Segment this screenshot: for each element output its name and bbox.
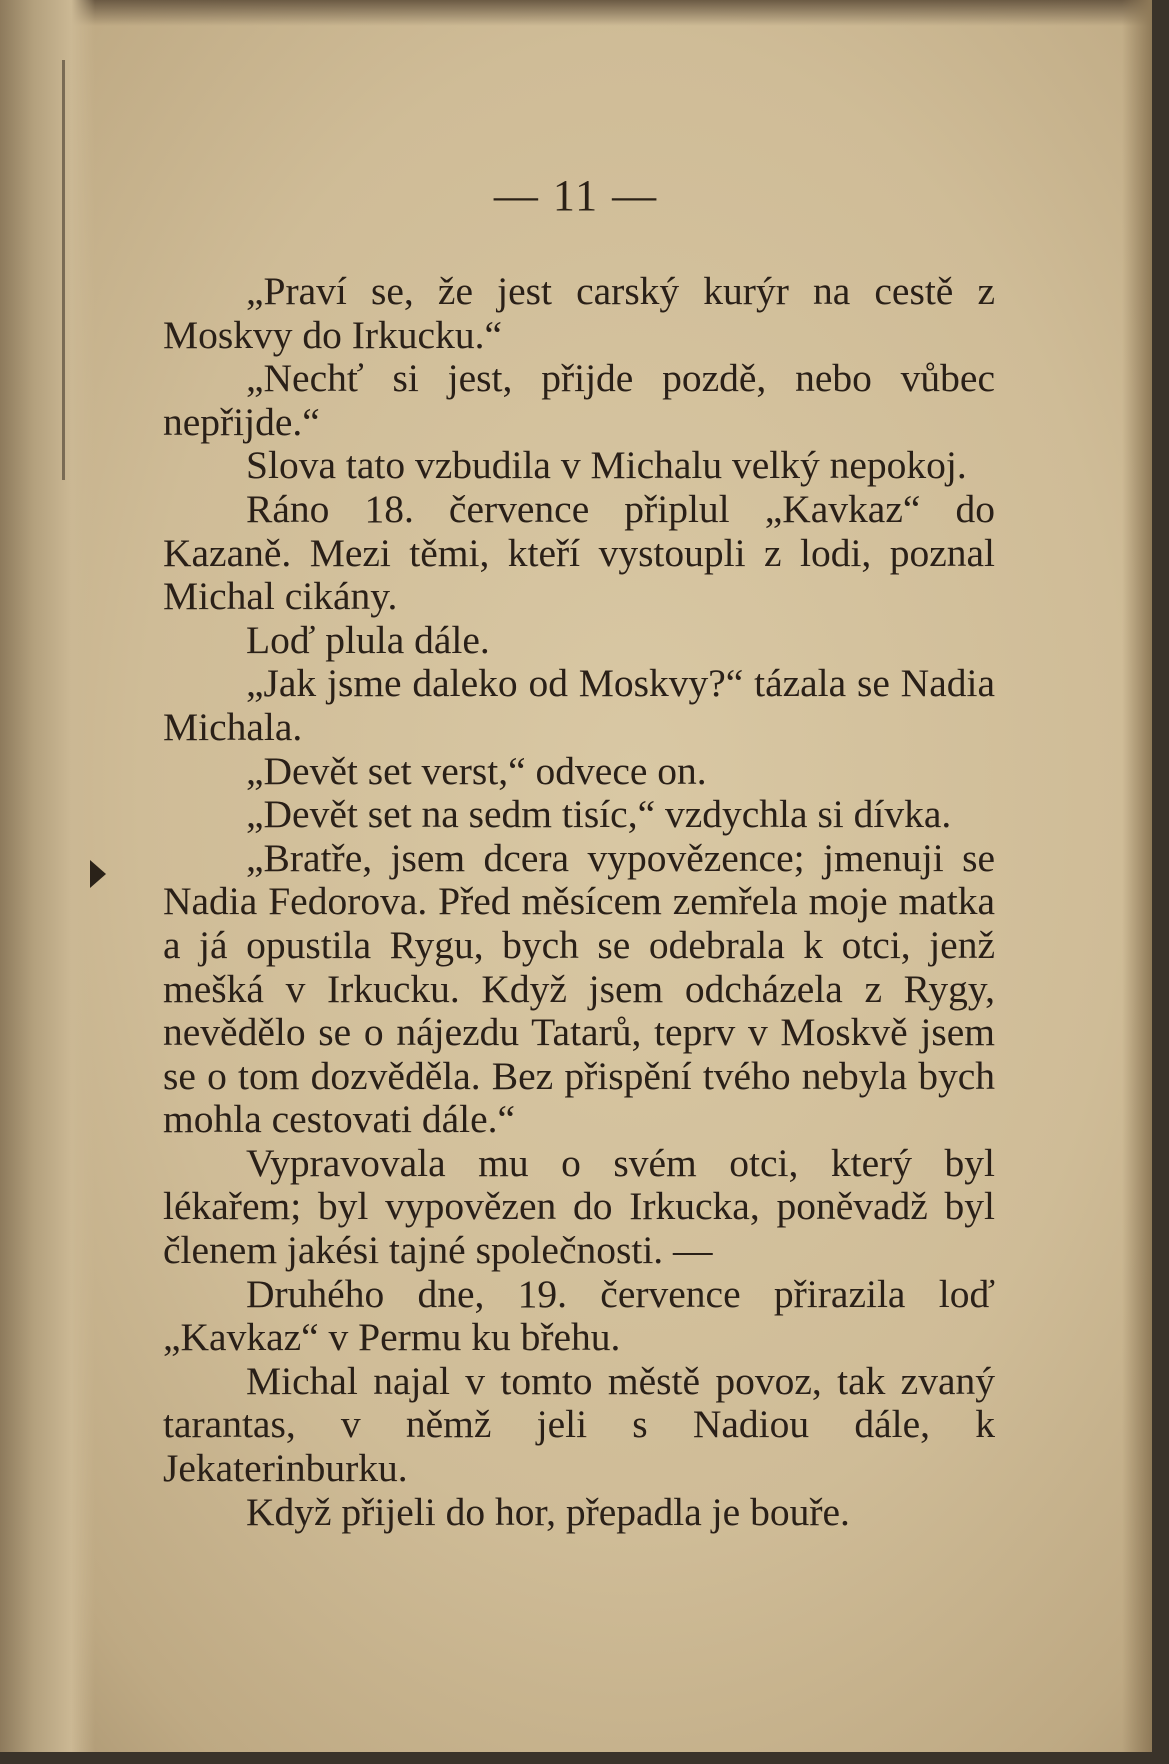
binding-line bbox=[62, 60, 65, 480]
body-text bbox=[163, 270, 995, 1534]
top-edge-shadow bbox=[0, 0, 1152, 26]
binding-mark bbox=[90, 860, 106, 888]
right-edge-shadow bbox=[1122, 0, 1152, 1752]
paragraph: „Nechť si jest, přijde pozdě, nebo vůbec nepřijde.“ bbox=[163, 356, 995, 444]
paragraph: Loď plula dále. bbox=[246, 617, 490, 662]
paragraph: Ráno 18. července připlul „Kavkaz“ do Kazaně. Mezi těmi, kteří vystoupli z lodi, poznal Michal cikány. bbox=[163, 486, 995, 619]
paragraph: Slova tato vzbudila v Michalu velký nepokoj. bbox=[246, 443, 967, 488]
paragraph: „Bratře, jsem dcera vypovězence; jmenuji se Nadia Fedorova. Před měsícem zemřela moje matka a já opustila Rygu, bych se odebrala k otci, jenž mešká v Irkucku. Když jsem odcházela z Rygy, nevědělo se o nájezdu Tatarů, teprv v Moskvě jsem se o tom dozvěděla. Bez přispění tvého nebyla bych mohla cestovati dále.“ bbox=[163, 835, 995, 1142]
page-gutter bbox=[0, 0, 95, 1752]
paragraph: „Jak jsme daleko od Moskvy?“ tázala se Nadia Michala. bbox=[163, 661, 995, 749]
paragraph: Vypravovala mu o svém otci, který byl lékařem; byl vypovězen do Irkucka, poněvadž byl členem jakési tajné společnosti. — bbox=[163, 1140, 995, 1273]
paragraph: Michal najal v tomto městě povoz, tak zvaný tarantas, v němž jeli s Nadiou dále, k Jekaterinburku. bbox=[163, 1358, 995, 1491]
paragraph: Když přijeli do hor, přepadla je bouře. bbox=[246, 1489, 850, 1534]
paragraph: „Devět set na sedm tisíc,“ vzdychla si dívka. bbox=[246, 792, 952, 837]
page-number: — 11 — bbox=[493, 171, 659, 220]
paragraph: „Devět set verst,“ odvece on. bbox=[246, 748, 707, 793]
paragraph: Druhého dne, 19. července přirazila loď „Kavkaz“ v Permu ku břehu. bbox=[163, 1271, 995, 1360]
paragraph: „Praví se, že jest carský kurýr na cestě z Moskvy do Irkucku.“ bbox=[163, 269, 995, 357]
